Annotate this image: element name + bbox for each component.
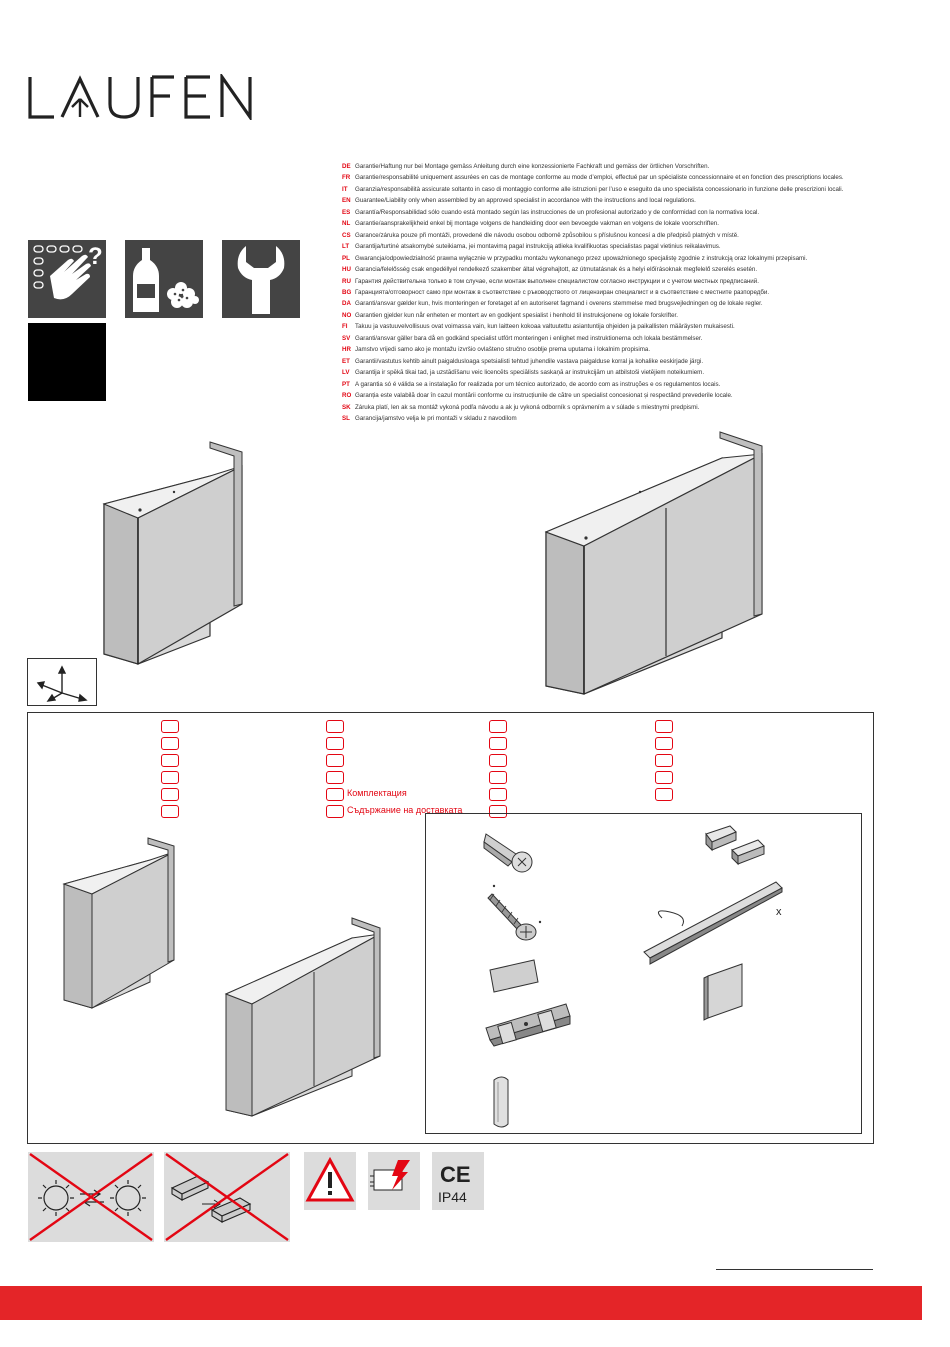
guarantee-row: EN Guarantee/Liability only when assembled by an approved specialist in accordance with the instructions and local regulations. [342, 197, 696, 205]
guarantee-row: NO Garantien gjelder kun når enheten er montert av en godkjent spesialist i henhold til instruksjonene og lokale forskrifter. [342, 311, 678, 319]
electrical-hazard-icon [368, 1152, 420, 1210]
quantity-multiplier: x [776, 906, 782, 918]
language-checkboxes-col3 [489, 720, 507, 822]
language-checkbox [161, 720, 179, 733]
language-checkboxes-col4 [655, 720, 673, 805]
language-checkbox [489, 720, 507, 733]
language-checkbox [161, 737, 179, 750]
guarantee-row: HR Jamstvo vrijedi samo ako je montažu izvršio ovlašteno stručno osoblje prema uputama i lokalnim propisima. [342, 346, 651, 354]
delivery-label-ru: Комплектация [347, 788, 407, 798]
guarantee-row: SL Garancija/jamstvo velja le pri montaži v skladu z navodilom [342, 414, 517, 422]
signature-line [716, 1269, 873, 1270]
scope-single-cabinet [60, 836, 184, 1012]
edge-cap-icon [490, 1074, 514, 1130]
brand-name [0, 0, 4, 1]
guarantee-row: FI Takuu ja vastuuvelvollisuus ovat voimassa vain, kun laitteen kokoaa valtuutettu asiantuntija ohjeiden ja paikallisten määräysten mukaisesti. [342, 323, 735, 331]
language-checkbox [326, 754, 344, 767]
language-checkbox [161, 771, 179, 784]
guarantee-row: PL Gwarancja/odpowiedzialność prawna wyłącznie w przypadku montażu wykonanego przez upoważnionego specjalistę zgodnie z instrukcją oraz lokalnymi przepisami. [342, 254, 808, 262]
black-placeholder-tile [28, 323, 106, 401]
guarantee-row: FR Garantie/responsabilité uniquement assurées en cas de montage conforme au mode d’emploi, effectué par un spécialiste concessionnaire et en fonction des prescriptions locales. [342, 174, 844, 182]
cleaning-agents-icon [125, 240, 203, 318]
read-instructions-icon [28, 240, 106, 318]
guarantee-row: BG Гаранцията/отговорност само при монтаж в съответствие с ръководството от лицензиран специалист и в съответствие с местните разпоредби. [342, 288, 770, 296]
footer-red-band [0, 1286, 922, 1320]
language-checkbox-ru [326, 788, 407, 801]
guarantee-row: RO Garanția este valabilă doar în cazul montării conforme cu instrucțiunile de către un specialist concesionat și respectând prevederile locale. [342, 392, 733, 400]
wood-blocks-icon [700, 822, 778, 868]
language-checkbox [655, 720, 673, 733]
svg-text:?: ? [88, 243, 103, 270]
language-checkbox [489, 788, 507, 801]
scope-double-cabinet [222, 916, 388, 1120]
single-door-cabinet-illustration [98, 436, 248, 668]
cover-panel-icon [702, 962, 750, 1022]
language-checkbox [161, 788, 179, 801]
ce-mark: CE [440, 1162, 471, 1187]
guarantee-row: ET Garantii/vastutus kehtib ainult paigaldusloaga spetsialisti tehtud juhendile vastava paigalduse korral ja kohalike eeskirjade järgi. [342, 357, 704, 365]
language-checkbox [655, 737, 673, 750]
ip-rating: IP44 [438, 1189, 467, 1205]
guarantee-row: PT A garantia só é válida se a instalação for realizada por um técnico autorizado, de acordo com as instruções e os regulamentos locais. [342, 380, 721, 388]
wrench-tool-icon [222, 240, 300, 318]
brand-logo [28, 74, 258, 120]
mounting-rail-icon [480, 994, 576, 1054]
guarantee-row: DA Garanti/ansvar gælder kun, hvis monteringen er foretaget af en autoriseret fagmand i overens stemmelse med brugsvejledningen og de lokale regler. [342, 300, 763, 308]
guarantee-row: IT Garanzia/responsabilità assicurate soltanto in caso di montaggio conforme alle istruzioni per l’uso e eseguito da uno specialista concessionario in funzione delle prescrizioni locali. [342, 185, 844, 193]
guarantee-row: CS Garance/záruka pouze při montáži, provedené dle návodu osobou odborně způsobilou s příslušnou koncesí a dle předpisů platných v místě. [342, 231, 739, 239]
language-checkboxes-col2 [326, 720, 463, 822]
delivery-label-bg: Съдържание на доставката [347, 805, 463, 815]
guarantee-row: SK Záruka platí, len ak sa montáž vykoná podľa návodu a ak ju vykoná odborník s oprávnením a v súlade s miestnymi predpismi. [342, 403, 700, 411]
guarantee-row: DE Garantie/Haftung nur bei Montage gemäss Anleitung durch eine konzessionierte Fachkraft und gemäss der örtlichen Vorschriften. [342, 163, 710, 170]
language-checkbox [326, 737, 344, 750]
guarantee-row: RU Гарантия действительна только в том случае, если монтаж выполнен специалистом согласно инструкции и с учетом местных предписаний. [342, 277, 759, 285]
language-checkbox [655, 771, 673, 784]
language-checkbox [489, 737, 507, 750]
guarantee-row: ES Garantía/Responsabilidad sólo cuando está montado según las instrucciones de un profesional autorizado y de conformidad con la normativa local. [342, 208, 760, 216]
no-component-swap-tile [164, 1152, 290, 1242]
language-checkbox [161, 805, 179, 818]
language-checkbox [326, 720, 344, 733]
guarantee-row: LV Garantija ir spēkā tikai tad, ja uzstādīšanu veic licencēts speciālists saskaņā ar instrukcijām un atbilstoši vietējiem noteikumiem. [342, 369, 705, 377]
spacer-plate-icon [486, 956, 542, 996]
guarantee-row: NL Garantie/aansprakelijkheid enkel bij montage volgens de handleiding door een bevoegde vakman en volgens de lokale voorschriften. [342, 220, 719, 228]
language-checkbox [489, 754, 507, 767]
led-light-bar-icon [636, 878, 786, 968]
no-bulb-replacement-tile [28, 1152, 154, 1242]
ce-ip44-certification-icon [432, 1152, 484, 1210]
warning-triangle-icon [304, 1152, 356, 1210]
wall-plug-icon [482, 826, 538, 876]
language-checkbox [655, 788, 673, 801]
language-checkbox-bg [326, 805, 463, 818]
language-checkbox [161, 754, 179, 767]
guarantee-row: LT Garantija/turtinė atsakomybė suteikiama, jei montavimą pagal instrukciją atlieka kvalifikuotas specialistas pagal vietinius reikalavimus. [342, 243, 721, 251]
guarantee-list [342, 161, 862, 424]
language-checkbox [655, 754, 673, 767]
language-checkbox [489, 771, 507, 784]
language-checkboxes-col1 [161, 720, 179, 822]
guarantee-row: HU Garancia/felelősség csak engedéllyel rendelkező szakember által végrehajtott, az útmutatásnak és a helyi előírásoknak megfelelő szerelés esetén. [342, 266, 758, 274]
guarantee-row: SV Garanti/ansvar gäller bara då en godkänd specialist utfört monteringen i enlighet med instruktionerna och lokala bestämmelser. [342, 334, 703, 342]
axes-diagram [27, 658, 97, 706]
language-checkbox [326, 771, 344, 784]
screw-icon [480, 882, 544, 944]
double-door-cabinet-illustration [540, 428, 772, 696]
